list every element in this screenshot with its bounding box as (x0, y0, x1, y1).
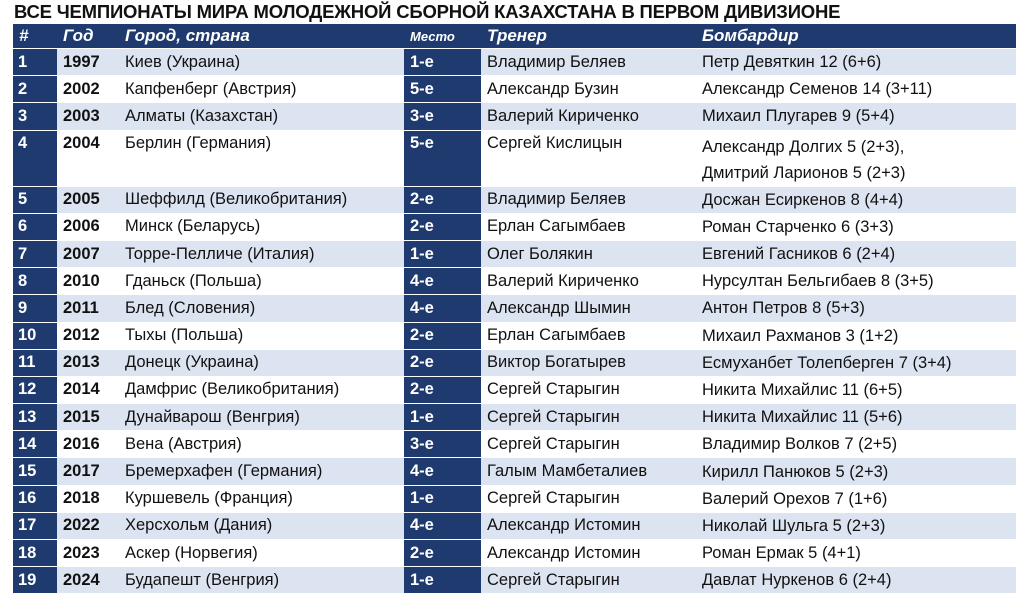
cell-scorer (696, 75, 1016, 102)
cell-city: Херсхольм (Дания) (119, 512, 404, 539)
cell-city: Минск (Беларусь) (119, 213, 404, 240)
cell-year: 2002 (57, 75, 119, 102)
cell-year: 2012 (57, 322, 119, 349)
cell-scorer (696, 294, 1016, 321)
cell-scorer (696, 403, 1016, 430)
cell-scorer (696, 376, 1016, 403)
cell-scorer (696, 48, 1016, 75)
cell-city: Бремерхафен (Германия) (119, 457, 404, 484)
cell-city: Шеффилд (Великобритания) (119, 186, 404, 213)
cell-place: 3-е (404, 430, 481, 457)
cell-num: 15 (13, 457, 57, 484)
table-row (13, 102, 1016, 129)
header-scorer: Бомбардир (696, 24, 1016, 48)
cell-num: 5 (13, 186, 57, 213)
cell-num: 3 (13, 102, 57, 129)
scorer-line: Антон Петров 8 (5+3) (702, 299, 865, 318)
cell-place: 4-е (404, 512, 481, 539)
cell-num: 13 (13, 403, 57, 430)
cell-coach: Валерий Кириченко (481, 267, 696, 294)
cell-place: 5-е (404, 130, 481, 186)
scorer-line: Михаил Рахманов 3 (1+2) (702, 326, 899, 345)
scorer-line: Михаил Плугарев 9 (5+4) (702, 107, 895, 126)
cell-coach: Ерлан Сагымбаев (481, 213, 696, 240)
cell-city: Гданьск (Польша) (119, 267, 404, 294)
cell-year: 2003 (57, 102, 119, 129)
cell-coach: Сергей Старыгин (481, 566, 696, 593)
cell-num: 19 (13, 566, 57, 593)
scorer-line: Есмуханбет Толепберген 7 (3+4) (702, 353, 952, 372)
cell-year: 2011 (57, 294, 119, 321)
cell-year: 2013 (57, 349, 119, 376)
scorer-line: Досжан Есиркенов 8 (4+4) (702, 190, 904, 209)
cell-coach: Галым Мамбеталиев (481, 457, 696, 484)
cell-year: 2024 (57, 566, 119, 593)
table-row (13, 267, 1016, 294)
cell-city: Дунайварош (Венгрия) (119, 403, 404, 430)
cell-year: 2007 (57, 240, 119, 267)
cell-place: 1-е (404, 485, 481, 512)
scorer-line: Роман Ермак 5 (4+1) (702, 544, 861, 563)
cell-scorer (696, 186, 1016, 213)
cell-scorer (696, 102, 1016, 129)
cell-coach: Александр Истомин (481, 512, 696, 539)
cell-scorer (696, 430, 1016, 457)
cell-year: 2005 (57, 186, 119, 213)
cell-num: 2 (13, 75, 57, 102)
cell-place: 1-е (404, 566, 481, 593)
cell-city: Аскер (Норвегия) (119, 539, 404, 566)
cell-num: 17 (13, 512, 57, 539)
cell-place: 4-е (404, 457, 481, 484)
scorer-line: Александр Долгих 5 (2+3), (702, 137, 905, 156)
cell-city: Киев (Украина) (119, 48, 404, 75)
championships-table (13, 24, 1016, 593)
cell-coach: Владимир Беляев (481, 186, 696, 213)
table-row (13, 186, 1016, 213)
cell-city: Капфенберг (Австрия) (119, 75, 404, 102)
scorer-line: Никита Михайлис 11 (5+6) (702, 408, 903, 427)
scorer-line: Нурсултан Бельгибаев 8 (3+5) (702, 272, 934, 291)
cell-place: 5-е (404, 75, 481, 102)
scorer-line: Владимир Волков 7 (2+5) (702, 435, 898, 454)
table-header-row (13, 24, 1016, 48)
cell-year: 2023 (57, 539, 119, 566)
cell-year: 2006 (57, 213, 119, 240)
table-row (13, 512, 1016, 539)
cell-year: 2015 (57, 403, 119, 430)
cell-scorer (696, 130, 1016, 186)
table-row (13, 403, 1016, 430)
cell-city: Вена (Австрия) (119, 430, 404, 457)
cell-year: 2010 (57, 267, 119, 294)
cell-city: Будапешт (Венгрия) (119, 566, 404, 593)
table-row (13, 376, 1016, 403)
cell-year: 2014 (57, 376, 119, 403)
cell-coach: Александр Истомин (481, 539, 696, 566)
cell-num: 10 (13, 322, 57, 349)
cell-year: 2022 (57, 512, 119, 539)
scorer-line: Никита Михайлис 11 (6+5) (702, 380, 903, 399)
table-row (13, 539, 1016, 566)
table-row (13, 566, 1016, 593)
cell-place: 4-е (404, 294, 481, 321)
table-row (13, 430, 1016, 457)
cell-year: 2016 (57, 430, 119, 457)
cell-scorer (696, 349, 1016, 376)
cell-coach: Валерий Кириченко (481, 102, 696, 129)
scorer-line: Роман Старченко 6 (3+3) (702, 217, 894, 236)
cell-coach: Сергей Старыгин (481, 376, 696, 403)
scorer-line: Александр Семенов 14 (3+11) (702, 80, 933, 99)
cell-year: 2018 (57, 485, 119, 512)
page-title: ВСЕ ЧЕМПИОНАТЫ МИРА МОЛОДЕЖНОЙ СБОРНОЙ КАЗАХСТАНА В ПЕРВОМ ДИВИЗИОНЕ (14, 1, 841, 22)
cell-year: 2004 (57, 130, 119, 186)
scorer-line: Евгений Гасников 6 (2+4) (702, 245, 896, 264)
cell-city: Торре-Пелличе (Италия) (119, 240, 404, 267)
cell-scorer (696, 457, 1016, 484)
cell-scorer (696, 267, 1016, 294)
table-row (13, 213, 1016, 240)
cell-place: 2-е (404, 349, 481, 376)
scorer-line: Кирилл Панюков 5 (2+3) (702, 462, 889, 481)
header-city: Город, страна (119, 24, 404, 48)
cell-num: 16 (13, 485, 57, 512)
cell-place: 1-е (404, 48, 481, 75)
table-row (13, 457, 1016, 484)
table-row (13, 485, 1016, 512)
cell-place: 2-е (404, 539, 481, 566)
cell-place: 3-е (404, 102, 481, 129)
cell-num: 8 (13, 267, 57, 294)
header-coach: Тренер (481, 24, 696, 48)
cell-city: Тыхы (Польша) (119, 322, 404, 349)
cell-coach: Сергей Старыгин (481, 430, 696, 457)
table-row (13, 75, 1016, 102)
cell-place: 2-е (404, 322, 481, 349)
cell-num: 1 (13, 48, 57, 75)
scorer-line: Дмитрий Ларионов 5 (2+3) (702, 163, 906, 182)
cell-num: 4 (13, 130, 57, 186)
cell-num: 6 (13, 213, 57, 240)
cell-city: Куршевель (Франция) (119, 485, 404, 512)
cell-scorer (696, 485, 1016, 512)
cell-scorer (696, 566, 1016, 593)
cell-num: 12 (13, 376, 57, 403)
scorer-line: Давлат Нуркенов 6 (2+4) (702, 571, 892, 590)
cell-num: 9 (13, 294, 57, 321)
cell-coach: Сергей Старыгин (481, 403, 696, 430)
cell-coach: Александр Шымин (481, 294, 696, 321)
table-row (13, 349, 1016, 376)
cell-scorer (696, 213, 1016, 240)
table-row (13, 48, 1016, 75)
cell-scorer (696, 539, 1016, 566)
cell-place: 1-е (404, 403, 481, 430)
table-row (13, 240, 1016, 267)
header-place: Место (404, 24, 481, 48)
cell-coach: Виктор Богатырев (481, 349, 696, 376)
cell-city: Дамфрис (Великобритания) (119, 376, 404, 403)
cell-place: 2-е (404, 376, 481, 403)
scorer-line: Николай Шульга 5 (2+3) (702, 516, 886, 535)
table-row (13, 130, 1016, 186)
cell-city: Блед (Словения) (119, 294, 404, 321)
table-row (13, 294, 1016, 321)
cell-place: 2-е (404, 186, 481, 213)
cell-coach: Олег Болякин (481, 240, 696, 267)
scorer-line: Валерий Орехов 7 (1+6) (702, 489, 888, 508)
cell-place: 4-е (404, 267, 481, 294)
cell-coach: Владимир Беляев (481, 48, 696, 75)
cell-coach: Сергей Старыгин (481, 485, 696, 512)
cell-place: 1-е (404, 240, 481, 267)
cell-num: 14 (13, 430, 57, 457)
cell-scorer (696, 240, 1016, 267)
cell-coach: Ерлан Сагымбаев (481, 322, 696, 349)
cell-city: Донецк (Украина) (119, 349, 404, 376)
cell-year: 1997 (57, 48, 119, 75)
cell-year: 2017 (57, 457, 119, 484)
cell-coach: Сергей Кислицын (481, 130, 696, 186)
cell-city: Алматы (Казахстан) (119, 102, 404, 129)
table-row (13, 322, 1016, 349)
cell-scorer (696, 512, 1016, 539)
cell-city: Берлин (Германия) (119, 130, 404, 186)
cell-place: 2-е (404, 213, 481, 240)
cell-num: 18 (13, 539, 57, 566)
cell-num: 11 (13, 349, 57, 376)
header-year: Год (57, 24, 119, 48)
header-num: # (13, 24, 57, 48)
cell-coach: Александр Бузин (481, 75, 696, 102)
cell-num: 7 (13, 240, 57, 267)
scorer-line: Петр Девяткин 12 (6+6) (702, 53, 882, 72)
cell-scorer (696, 322, 1016, 349)
